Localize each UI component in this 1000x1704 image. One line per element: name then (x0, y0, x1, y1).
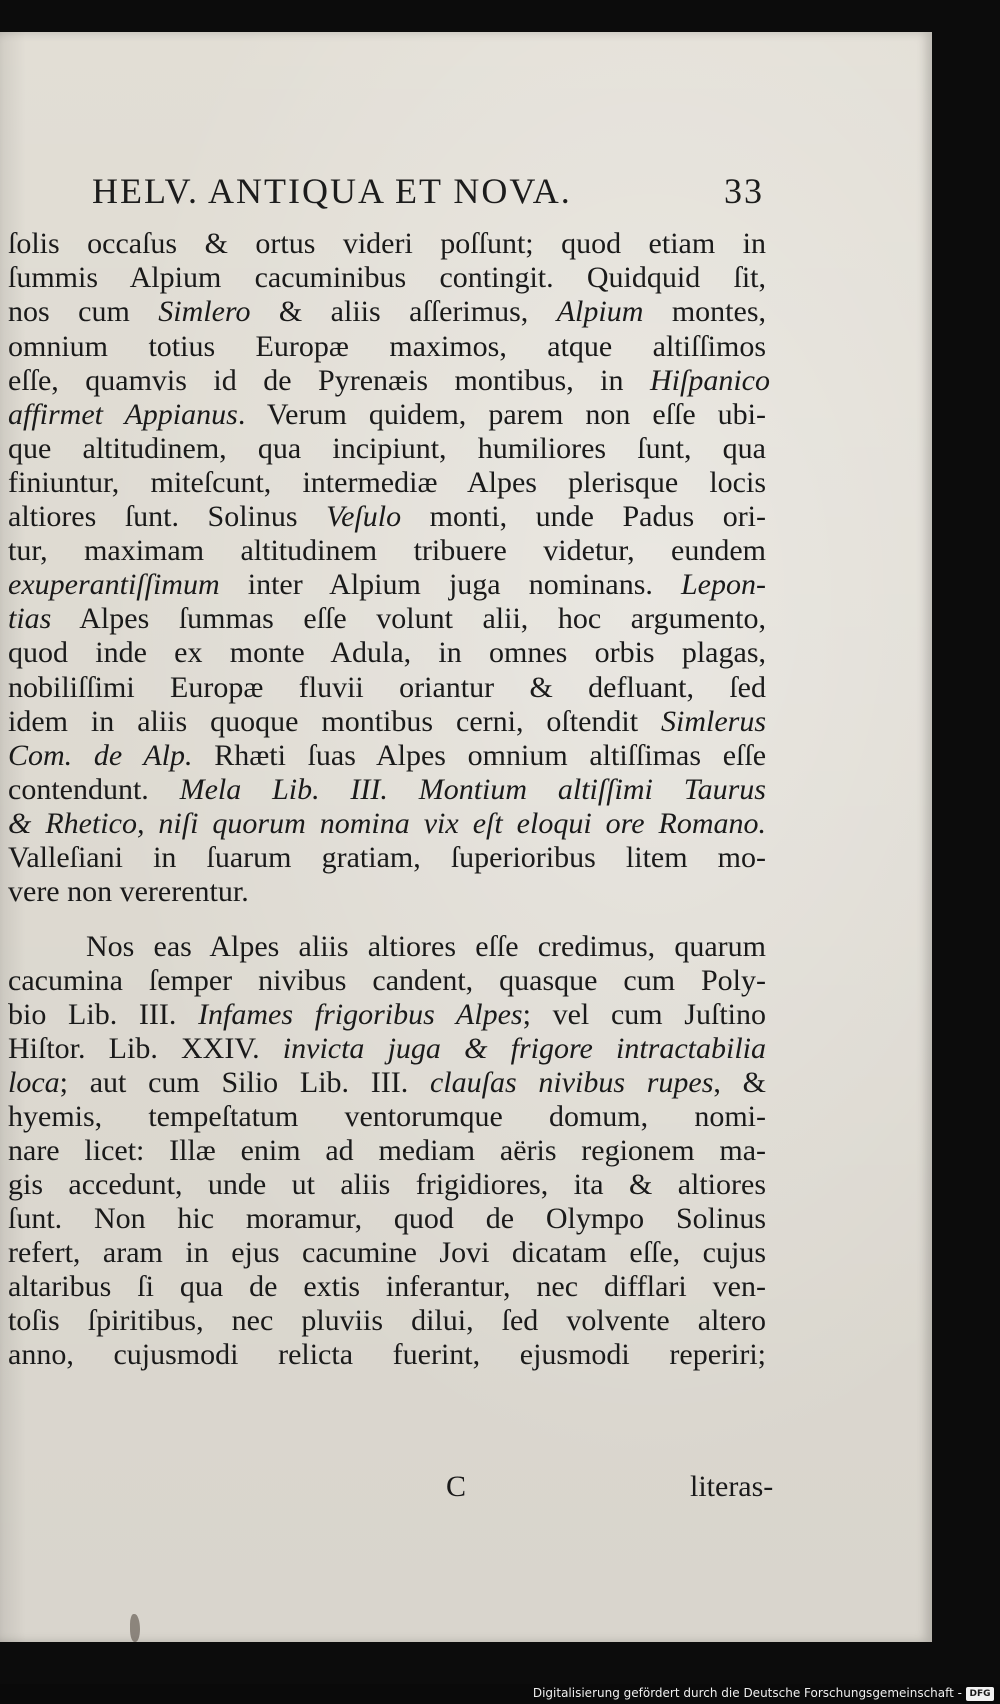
text-line (8, 567, 766, 603)
text-segment: contendunt. (8, 773, 180, 806)
text-line (8, 1031, 766, 1067)
italic-segment: Com. de Alp. (8, 739, 193, 772)
italic-segment: & Rhetico, niſi quorum nomina vix eſt eloqui ore Romano. (8, 807, 766, 840)
signature-mark: C (446, 1470, 467, 1503)
text-segment: inter Alpium juga nominans. (219, 568, 681, 601)
text-segment: omnium totius Europæ maximos, atque altiſſimos (8, 330, 766, 363)
italic-segment: clauſas nivibus rupes (429, 1066, 714, 1099)
text-line (8, 1099, 766, 1135)
italic-segment: Simlero (158, 295, 251, 328)
text-segment: toſis ſpiritibus, nec pluviis dilui, ſed volvente altero (8, 1304, 766, 1337)
text-line (8, 601, 766, 637)
text-segment: anno, cujusmodi relicta fuerint, ejusmodi reperiri; (8, 1338, 766, 1371)
text-segment: altiores ſunt. Solinus (8, 500, 327, 533)
text-segment: & aliis aſſerimus, (250, 295, 557, 328)
text-segment: Rhæti ſuas Alpes omnium altiſſimas eſſe (192, 739, 766, 772)
text-line (8, 397, 766, 433)
text-line (8, 1337, 766, 1373)
text-segment: hyemis, tempeſtatum ventorumque domum, nomi- (8, 1100, 766, 1133)
page-number: 33 (724, 171, 764, 211)
text-segment: finiuntur, miteſcunt, intermediæ Alpes plerisque locis (8, 466, 766, 499)
text-segment: Hiſtor. Lib. XXIV. (8, 1032, 283, 1065)
italic-segment: Lepon- (681, 568, 766, 601)
text-line (8, 1303, 766, 1339)
text-line (8, 260, 766, 296)
text-line (8, 1065, 766, 1101)
italic-segment: affirmet Appianus (8, 398, 238, 431)
text-segment: . Verum quidem, parem non eſſe ubi- (237, 398, 766, 431)
text-line (8, 704, 766, 740)
digitization-credit: Digitalisierung gefördert durch die Deutsche Forschungsgemeinschaft - (532, 1686, 962, 1700)
italic-segment: Veſulo (326, 500, 402, 533)
text-line (8, 499, 766, 535)
italic-segment: invicta juga & frigore intractabilia (282, 1032, 766, 1065)
text-segment: ſunt. Non hic moramur, quod de Olympo Solinus (8, 1202, 766, 1235)
text-segment: eſſe, quamvis id de Pyrenæis montibus, in (8, 364, 650, 397)
text-line (8, 963, 766, 999)
text-line (8, 874, 766, 910)
text-line (8, 806, 766, 842)
dfg-logo: DFG (966, 1687, 994, 1701)
text-segment: nobiliſſimi Europæ fluvii oriantur & defluant, ſed (8, 671, 766, 704)
text-line (8, 329, 766, 365)
text-segment: que altitudinem, qua incipiunt, humiliores ſunt, qua (8, 432, 766, 465)
text-line (8, 1235, 766, 1271)
italic-segment: Hiſpanico (650, 364, 770, 397)
text-segment: cacumina ſemper nivibus candent, quasque cum Poly- (8, 964, 766, 997)
text-segment: monti, unde Padus ori- (401, 500, 766, 533)
italic-segment: Mela Lib. III. Montium altiſſimi Taurus (179, 773, 766, 806)
text-line (8, 738, 766, 774)
text-line (8, 772, 766, 808)
running-head: HELV. ANTIQUA ET NOVA. (92, 171, 572, 211)
page-header (92, 170, 792, 210)
text-segment: tur, maximam altitudinem tribuere videtur, eundem (8, 534, 766, 567)
text-segment: , & (713, 1066, 766, 1099)
text-segment: altaribus ſi qua de extis inferantur, nec difflari ven- (8, 1270, 766, 1303)
text-segment: montes, (643, 295, 766, 328)
text-segment: nare licet: Illæ enim ad mediam aëris regionem ma- (8, 1134, 766, 1167)
italic-segment: Simlerus (661, 705, 766, 738)
ink-mark (130, 1614, 140, 1642)
text-segment: ſolis occaſus & ortus videri poſſunt; quod etiam in (8, 227, 766, 260)
text-segment: Valleſiani in ſuarum gratiam, ſuperioribus litem mo- (8, 841, 766, 874)
text-line (8, 670, 766, 706)
text-line (8, 997, 766, 1033)
text-segment: ; vel cum Juſtino (522, 998, 766, 1031)
catchword: literas- (690, 1470, 774, 1503)
text-segment: gis accedunt, unde ut aliis frigidiores, ita & altiores (8, 1168, 766, 1201)
text-line (8, 363, 770, 399)
text-segment: quod inde ex monte Adula, in omnes orbis plagas, (8, 636, 766, 669)
text-line (86, 929, 766, 965)
text-line (8, 1269, 766, 1305)
book-page (0, 32, 932, 1642)
text-segment: bio Lib. III. (8, 998, 199, 1031)
text-line (8, 840, 766, 876)
italic-segment: loca (8, 1066, 60, 1099)
text-segment: refert, aram in ejus cacumine Jovi dicatam eſſe, cujus (8, 1236, 766, 1269)
text-line (8, 1133, 766, 1169)
text-line (8, 465, 766, 501)
text-line (8, 533, 766, 569)
text-line (8, 431, 766, 467)
italic-segment: Infames frigoribus Alpes (198, 998, 523, 1031)
italic-segment: exuperantiſſimum (8, 568, 220, 601)
text-segment: idem in aliis quoque montibus cerni, oſtendit (8, 705, 661, 738)
text-segment: ſummis Alpium cacuminibus contingit. Quidquid ſit, (8, 261, 766, 294)
text-segment: nos cum (8, 295, 159, 328)
italic-segment: tias (8, 602, 52, 635)
text-line (8, 294, 766, 330)
text-segment: vere non vererentur. (8, 875, 249, 908)
text-line (8, 635, 766, 671)
text-segment: Nos eas Alpes aliis altiores eſſe credimus, quarum (86, 930, 766, 963)
italic-segment: Alpium (556, 295, 644, 328)
text-line (8, 1201, 766, 1237)
text-segment: Alpes ſummas eſſe volunt alii, hoc argumento, (51, 602, 766, 635)
text-segment: ; aut cum Silio Lib. III. (59, 1066, 430, 1099)
text-line (8, 226, 766, 262)
text-line (8, 1167, 766, 1203)
